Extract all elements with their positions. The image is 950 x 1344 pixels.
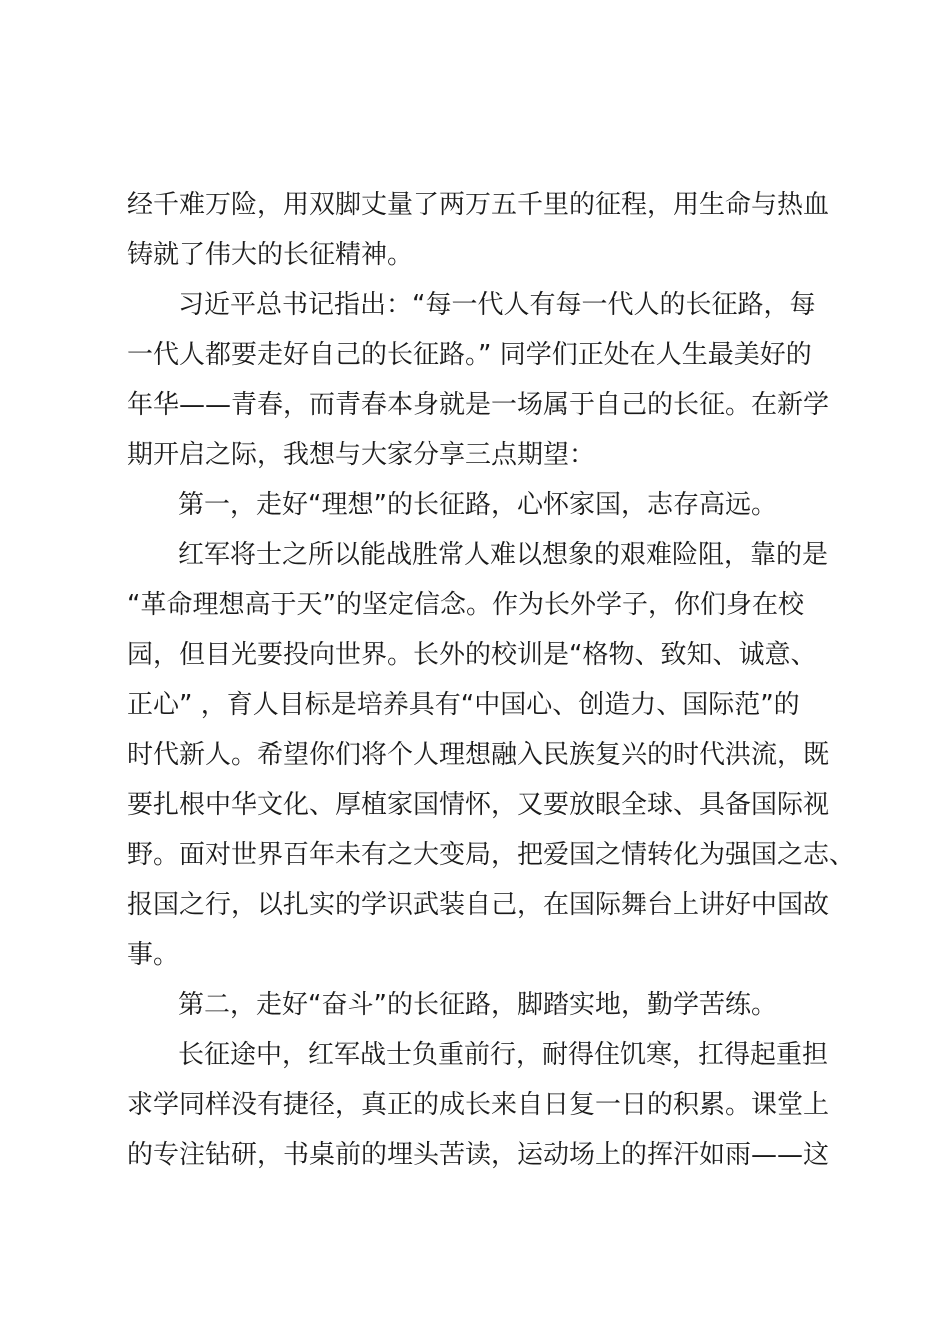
text-line: 事。 <box>127 940 180 970</box>
text-line: 经千难万险，用双脚丈量了两万五千里的征程，用生命与热血 <box>127 190 830 220</box>
paragraph-start-line: 红军将士之所以能战胜常人难以想象的艰难险阻，靠的是 <box>178 540 829 570</box>
text-line: 要扎根中华文化、厚植家国情怀，又要放眼全球、具备国际视 <box>127 790 830 820</box>
text-line: 报国之行，以扎实的学识武装自己，在国际舞台上讲好中国故 <box>127 890 830 920</box>
text-line: 一代人都要走好自己的长征路。” 同学们正处在人生最美好的 <box>127 340 812 370</box>
paragraph-start-line: 长征途中，红军战士负重前行，耐得住饥寒，扛得起重担 <box>178 1040 829 1070</box>
text-line: 野。面对世界百年未有之大变局，把爱国之情转化为强国之志、 <box>127 840 856 870</box>
text-line: 园，但目光要投向世界。长外的校训是“格物、致知、诚意、 <box>127 640 817 670</box>
text-line: 正心” ，育人目标是培养具有“中国心、创造力、国际范”的 <box>127 690 800 720</box>
paragraph-start-line: 习近平总书记指出：“每一代人有每一代人的长征路，每 <box>178 290 816 320</box>
text-line: 铸就了伟大的长征精神。 <box>127 240 414 270</box>
text-line: “革命理想高于天”的坚定信念。作为长外学子，你们身在校 <box>127 590 804 620</box>
section-heading-line: 第一，走好“理想”的长征路，心怀家国，志存高远。 <box>178 490 777 520</box>
text-line: 时代新人。希望你们将个人理想融入民族复兴的时代洪流，既 <box>127 740 830 770</box>
text-line: 求学同样没有捷径，真正的成长来自日复一日的积累。课堂上 <box>127 1090 830 1120</box>
section-heading-line: 第二，走好“奋斗”的长征路，脚踏实地，勤学苦练。 <box>178 990 777 1020</box>
text-line: 期开启之际，我想与大家分享三点期望： <box>127 440 596 470</box>
text-line: 的专注钻研，书桌前的埋头苦读，运动场上的挥汗如雨——这 <box>127 1140 830 1170</box>
text-line: 年华——青春，而青春本身就是一场属于自己的长征。在新学 <box>127 390 830 420</box>
